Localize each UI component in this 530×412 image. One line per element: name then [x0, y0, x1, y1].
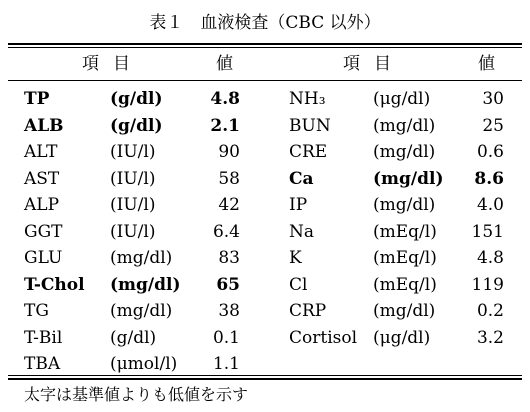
test-unit: (mg/dl) [373, 115, 436, 136]
table-top-rule-inner [8, 47, 522, 48]
test-name: Cl [289, 274, 308, 295]
test-name: ALP [24, 195, 60, 215]
test-unit: (g/dl) [110, 115, 163, 136]
test-value: 4.0 [476, 195, 504, 215]
table-row-right [0, 86, 530, 113]
header-rule [8, 80, 522, 81]
test-name: AST [24, 168, 60, 189]
test-name: BUN [289, 115, 331, 136]
table-row-right [0, 166, 530, 193]
test-value: 0.6 [476, 142, 504, 162]
test-name: TG [24, 301, 49, 321]
test-value: 90 [218, 142, 240, 162]
test-name: T-Chol [24, 274, 85, 295]
test-name: T-Bil [24, 327, 63, 348]
test-value: 3.2 [476, 327, 504, 348]
test-name: ALB [24, 115, 64, 136]
test-unit: (mg/dl) [373, 168, 444, 189]
test-unit: (IU/l) [110, 142, 156, 162]
test-unit: (μg/dl) [373, 89, 431, 109]
test-name: TBA [24, 354, 61, 374]
test-unit: (g/dl) [110, 89, 163, 109]
test-name: NH₃ [289, 89, 326, 109]
test-name: Ca [289, 168, 314, 189]
test-value: 0.1 [212, 327, 240, 348]
test-value: 1.1 [212, 354, 240, 374]
test-value: 4.8 [210, 89, 240, 109]
test-name: CRE [289, 142, 328, 162]
test-unit: (IU/l) [110, 221, 156, 242]
test-name: Cortisol [289, 327, 358, 348]
header-value-right: 値 [478, 54, 495, 74]
test-name: Na [289, 221, 315, 242]
test-unit: (μmol/l) [110, 354, 178, 374]
test-name: TP [24, 89, 50, 109]
table-row-right [0, 245, 530, 272]
test-value: 151 [471, 221, 504, 242]
test-unit: (mEq/l) [373, 248, 437, 268]
test-unit: (mg/dl) [110, 274, 181, 295]
test-unit: (mg/dl) [373, 301, 436, 321]
header-item-left: 項目 [82, 54, 144, 74]
test-value: 6.4 [212, 221, 240, 242]
table-bottom-rule-inner [8, 375, 522, 376]
table-top-rule [8, 43, 522, 45]
test-name: GLU [24, 248, 63, 268]
test-unit: (mEq/l) [373, 274, 437, 295]
test-unit: (g/dl) [110, 327, 157, 348]
test-unit: (IU/l) [110, 168, 156, 189]
test-value: 25 [482, 115, 504, 136]
test-value: 58 [218, 168, 240, 189]
test-value: 30 [482, 89, 504, 109]
table-row-right [0, 298, 530, 325]
table-bottom-rule [8, 378, 522, 380]
test-value: 65 [216, 274, 240, 295]
test-value: 2.1 [210, 115, 240, 136]
test-unit: (mEq/l) [373, 221, 437, 242]
test-value: 42 [218, 195, 240, 215]
test-name: IP [289, 195, 308, 215]
table-row-right [0, 219, 530, 246]
test-value: 0.2 [476, 301, 504, 321]
test-value: 83 [218, 248, 240, 268]
table-title: 表１ 血液検査（CBC 以外） [149, 13, 381, 33]
table-row-left [0, 351, 530, 378]
table-row-right [0, 192, 530, 219]
test-unit: (mg/dl) [373, 142, 436, 162]
test-name: ALT [24, 142, 58, 162]
test-unit: (mg/dl) [373, 195, 436, 215]
test-value: 38 [218, 301, 240, 321]
table-row-right [0, 325, 530, 352]
test-unit: (μg/dl) [373, 327, 431, 348]
header-item-right: 項目 [343, 54, 405, 74]
test-name: GGT [24, 221, 63, 242]
table-row-right [0, 272, 530, 299]
test-value: 119 [471, 274, 504, 295]
test-name: K [289, 248, 302, 268]
table-row-right [0, 139, 530, 166]
test-unit: (IU/l) [110, 195, 156, 215]
test-name: CRP [289, 301, 327, 321]
footnote: 太字は基準値よりも低値を示す [24, 385, 249, 404]
test-value: 4.8 [476, 248, 504, 268]
header-value-left: 値 [216, 54, 233, 74]
test-unit: (mg/dl) [110, 248, 173, 268]
table-row-right [0, 113, 530, 140]
test-value: 8.6 [474, 168, 504, 189]
test-unit: (mg/dl) [110, 301, 173, 321]
